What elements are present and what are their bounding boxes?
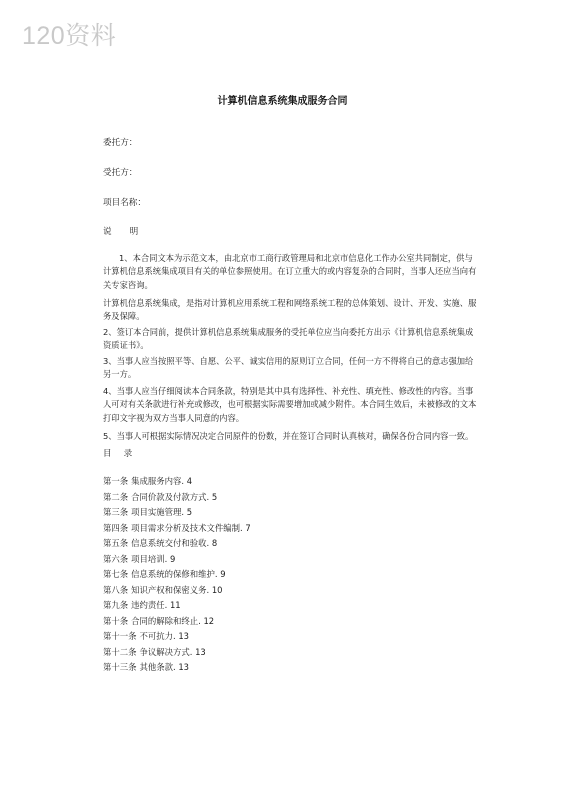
- toc-item: 第十条 合同的解除和终止. 12: [103, 615, 215, 626]
- toc-item: 第六条 项目培训. 9: [103, 553, 176, 564]
- paragraph-definition: 计算机信息系统集成，是指对计算机应用系统工程和网络系统工程的总体策划、设计、开发、实施、服务及保障。: [103, 298, 477, 322]
- toc-item: 第三条 项目实施管理. 5: [103, 507, 193, 517]
- toc-item: 第五条 信息系统交付和验收. 8: [103, 538, 218, 548]
- paragraph-5: 5、当事人可根据实际情况决定合同原件的份数，并在签订合同时认真核对，确保各份合同内容一致。: [103, 431, 474, 441]
- toc-item: 第十二条 争议解决方式. 13: [103, 646, 206, 657]
- toc-item: 第一条 集成服务内容. 4: [103, 476, 193, 486]
- contractor-field: 受托方：: [103, 168, 138, 178]
- toc-item: 第十一条 不可抗力. 13: [103, 631, 190, 641]
- document-title: 计算机信息系统集成服务合同: [217, 96, 348, 107]
- toc-item: 第二条 合同价款及付款方式. 5: [103, 491, 218, 502]
- toc-item: 第七条 信息系统的保修和维护. 9: [103, 569, 226, 579]
- toc-item: 第十三条 其他条款. 13: [103, 662, 190, 672]
- paragraph-1: 1、本合同文本为示范文本，由北京市工商行政管理局和北京市信息化工作办公室共同制定，供与计算机信息系统集成项目有关的单位参照使用。在订立重大的或内容复杂的合同时，当事人还应当向有关专家咨询。: [103, 253, 477, 290]
- toc-item: 第九条 违约责任. 11: [103, 600, 181, 610]
- project-name-field: 项目名称：: [103, 198, 146, 208]
- paragraph-3: 3、当事人应当按照平等、自愿、公平、诚实信用的原则订立合同，任何一方不得将自己的意志强加给另一方。: [103, 356, 474, 380]
- toc-item: 第八条 知识产权和保密义务. 10: [103, 584, 223, 595]
- paragraph-2: 2、签订本合同前，提供计算机信息系统集成服务的受托单位应当向委托方出示《计算机信息系统集成资质证书》。: [103, 327, 474, 351]
- toc-item: 第四条 项目需求分析及技术文件编制. 7: [103, 522, 251, 533]
- table-of-contents: [103, 474, 251, 676]
- explanation-heading: 说 明: [103, 227, 139, 237]
- client-field: 委托方：: [103, 138, 138, 148]
- toc-heading: 目 录: [103, 449, 133, 459]
- paragraph-4: 4、当事人应当仔细阅读本合同条款，特别是其中具有选择性、补充性、填充性、修改性的内容。当事人可对有关条款进行补充或修改，也可根据实际需要增加或减少附件。本合同生效后，未被修改的文本打印文字视为双方当事人同意的内容。: [103, 386, 477, 423]
- watermark-logo: 120资料: [22, 22, 117, 50]
